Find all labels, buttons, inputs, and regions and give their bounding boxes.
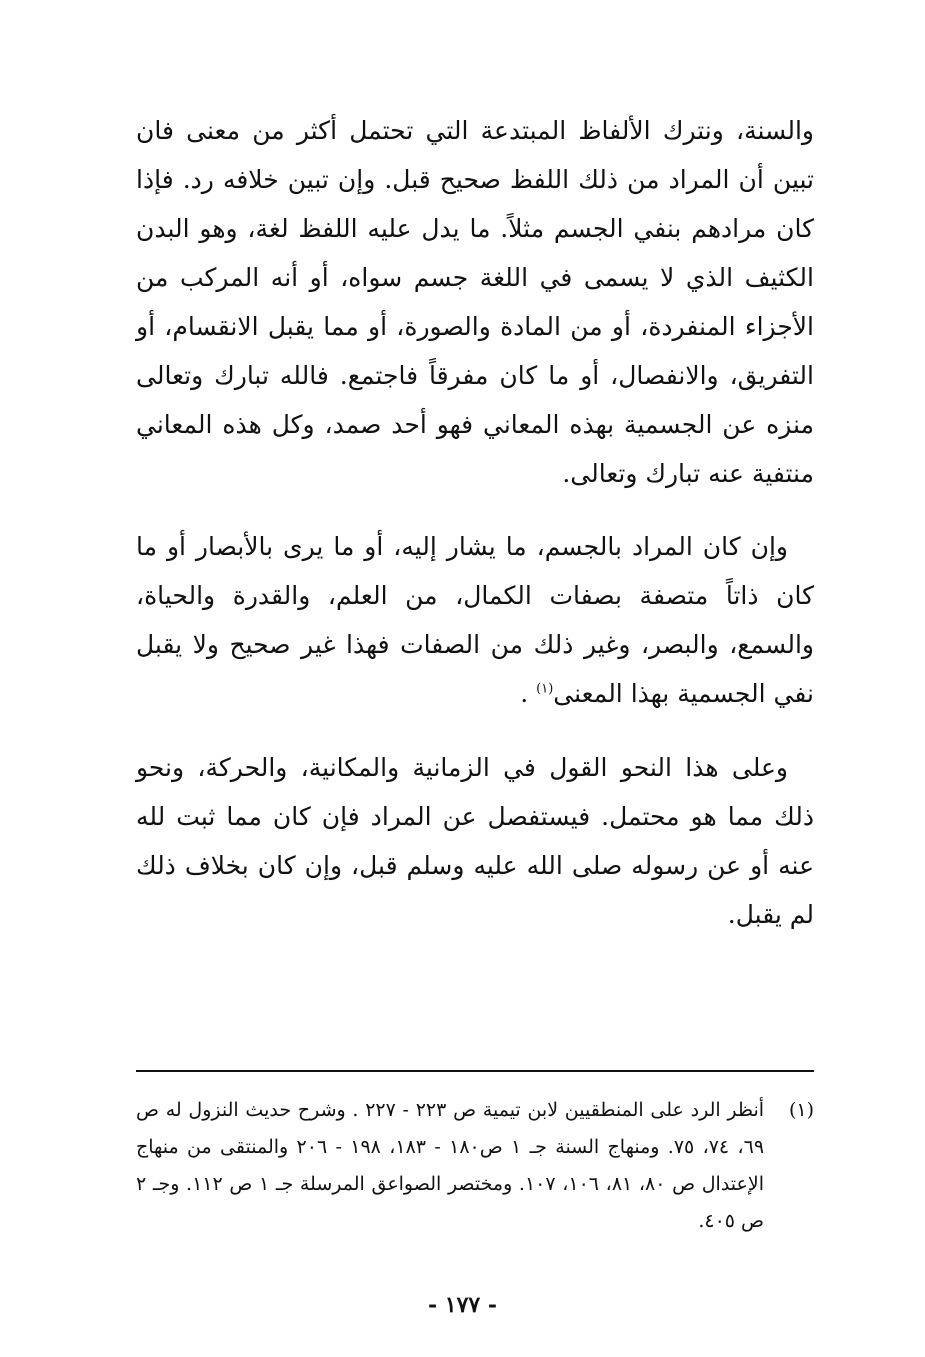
footnote-divider: [136, 1070, 814, 1072]
footnote: [136, 1092, 814, 1240]
paragraph-2: [136, 522, 814, 718]
paragraph-3: وعلى هذا النحو القول في الزمانية والمكانية، والحركة، ونحو ذلك مما هو محتمل. فيستفصل عن المراد فإن كان مما ثبت لله عنه أو عن رسوله صلى الله عليه وسلم قبل، وإن كان بخلاف ذلك لم يقبل.: [136, 753, 814, 929]
footnote-number: (١): [788, 1099, 814, 1121]
paragraph-1: والسنة، ونترك الألفاظ المبتدعة التي تحتمل أكثر من معنى فان تبين أن المراد من ذلك اللفظ صحيح قبل. وإن تبين خلافه رد. فإذا كان مرادهم بنفي الجسم مثلاً. ما يدل عليه اللفظ لغة، وهو البدن الكثيف الذي لا يسمى في اللغة جسم سواه، أو أنه المركب من الأجزاء المنفردة، أو من المادة والصورة، أو مما يقبل الانقسام، أو التفريق، والانفصال، أو ما كان مفرقاً فاجتمع. فالله تبارك وتعالى منزه عن الجسمية بهذه المعاني فهو أحد صمد، وكل هذه المعاني منتفية عنه تبارك وتعالى.: [136, 116, 814, 488]
footnote-reference[interactable]: (١): [536, 681, 554, 697]
page-number: - ١٧٧ -: [427, 1292, 498, 1318]
paragraph-2-end: .: [520, 679, 537, 708]
main-text: [136, 106, 814, 939]
footnote-text: أنظر الرد على المنطقيين لابن تيمية ص ٢٢٣ - ٢٢٧ . وشرح حديث النزول له ص ٦٩، ٧٤، ٧٥. ومنهاج السنة جـ ١ ص١٨٠ - ١٨٣، ١٩٨ - ٢٠٦ والمنتقى من منهاج الإعتدال ص ٨٠، ٨١، ١٠٦، ١٠٧. ومختصر الصواعق المرسلة جـ ١ ص ١١٢. وجـ ٢ ص ٤٠٥.: [136, 1099, 765, 1232]
paragraph-2-text: وإن كان المراد بالجسم، ما يشار إليه، أو ما يرى بالأبصار أو ما كان ذاتاً متصفة بصفات الكمال، من العلم، والقدرة والحياة، والسمع، والبصر، وغير ذلك من الصفات فهذا غير صحيح ولا يقبل نفي الجسمية بهذا المعنى: [136, 532, 814, 708]
